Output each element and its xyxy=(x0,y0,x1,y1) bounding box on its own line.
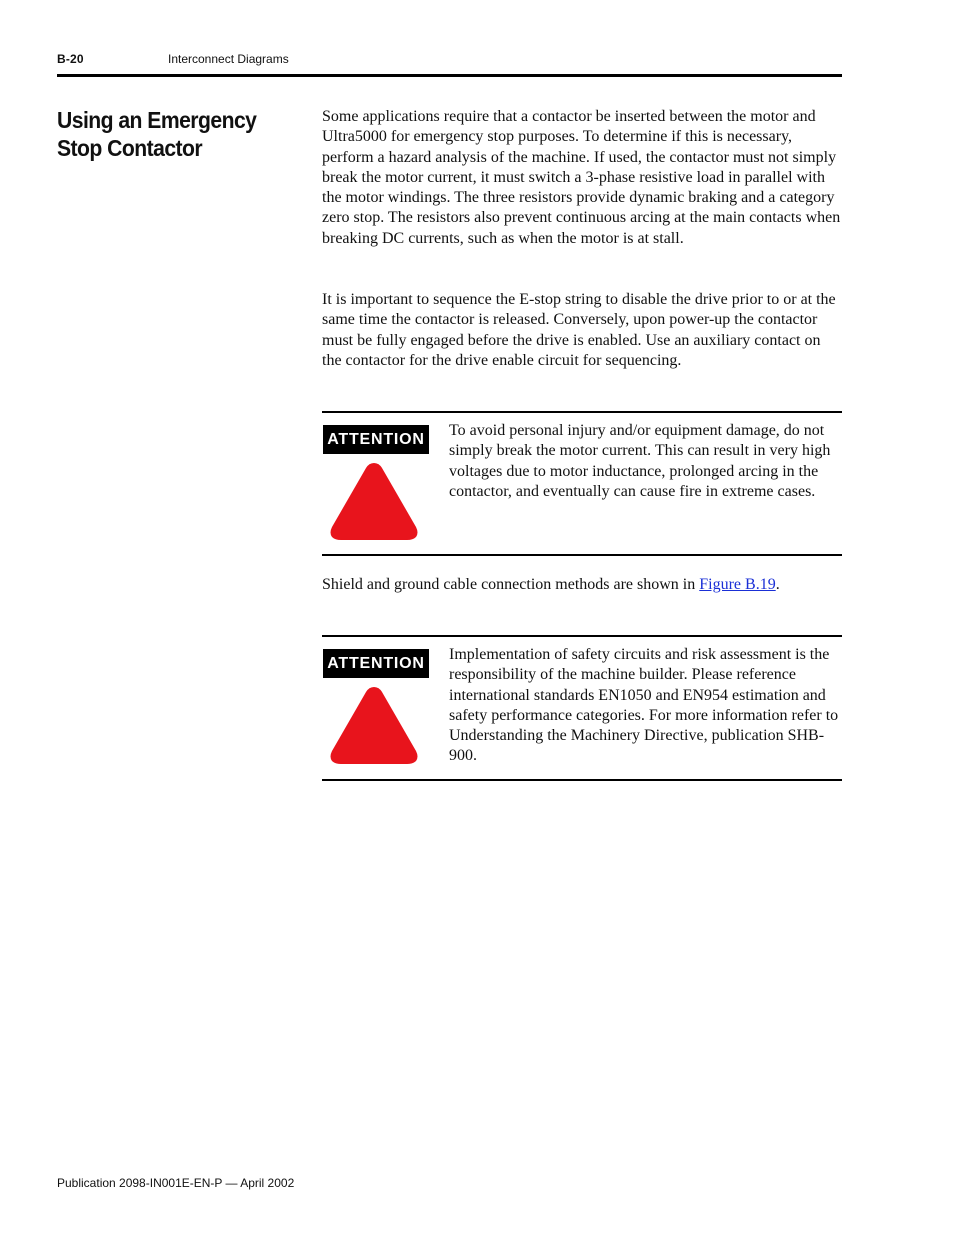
attention-label: ATTENTION xyxy=(323,425,429,454)
paragraph-estop-sequencing: It is important to sequence the E-stop string to disable the drive prior to or at the same time the contactor is released. Conversely, upon power-up the contactor must be fully engaged before the drive is enabled. Use an auxiliary contact on the contactor for the drive enable circuit for sequencing. xyxy=(322,291,836,369)
publication-footer: Publication 2098-IN001E-EN-P — April 2002 xyxy=(57,1176,295,1190)
page-number: B-20 xyxy=(57,52,84,66)
attention-text: To avoid personal injury and/or equipment damage, do not simply break the motor current. This can result in very high voltages due to motor inductance, prolonged arcing in the contactor, and eventually can cause fire in extreme cases. xyxy=(449,422,831,500)
chapter-title: Interconnect Diagrams xyxy=(168,52,289,66)
attention-box-motor-current xyxy=(322,411,842,556)
attention-box-safety-circuits xyxy=(322,635,842,781)
figure-b19-link[interactable]: Figure B.19 xyxy=(699,576,776,593)
paragraph-contactor-intro: Some applications require that a contactor be inserted between the motor and Ultra5000 for emergency stop purposes. To determine if this is necessary, perform a hazard analysis of the machine. If used, the contactor must not simply break the motor current, it must switch a 3-phase resistive load in parallel with the motor windings. The three resistors provide dynamic braking and a category zero stop. The resistors also prevent continuous arcing at the main contacts when breaking DC currents, such as when the motor is at stall. xyxy=(322,108,841,247)
header-rule xyxy=(57,74,842,77)
paragraph-period: . xyxy=(775,576,780,593)
warning-triangle-icon xyxy=(329,683,419,765)
paragraph-text: Shield and ground cable connection methods are shown in xyxy=(322,576,700,593)
attention-text: Implementation of safety circuits and risk assessment is the responsibility of the machine builder. Please reference international standards EN1050 and EN954 estimation and safety performance categories. For more information refer to Understanding the Machinery Directive, publication SHB-900. xyxy=(449,646,839,765)
section-heading: Using an Emergency Stop Contactor xyxy=(57,107,257,161)
warning-triangle-icon xyxy=(329,459,419,541)
paragraph-shield-ground xyxy=(322,575,842,595)
attention-label: ATTENTION xyxy=(323,649,429,678)
